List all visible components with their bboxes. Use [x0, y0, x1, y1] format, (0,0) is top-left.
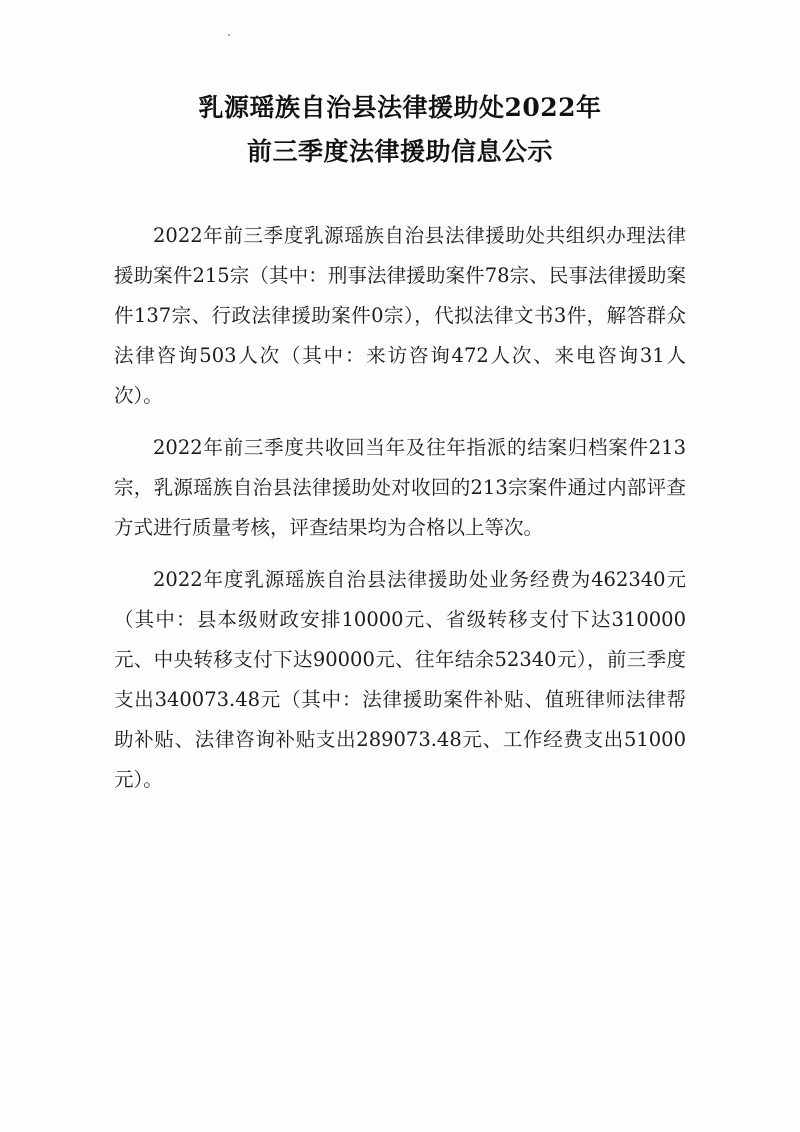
scan-speck — [228, 34, 230, 36]
document-title — [0, 86, 800, 174]
paragraph-quality-review: 2022年前三季度共收回当年及往年指派的结案归档案件213宗，乳源瑶族自治县法律援助处对收回的213宗案件通过内部评查方式进行质量考核，评查结果均为合格以上等次。 — [114, 436, 686, 539]
title-line-2: 前三季度法律援助信息公示 — [246, 137, 553, 166]
paragraph-funding: 2022年度乳源瑶族自治县法律援助处业务经费为462340元（其中：县本级财政安排10000元、省级转移支付下达310000元、中央转移支付下达90000元、往年结余52340元），前三季度支出340073.48元（其中：法律援助案件补贴、值班律师法律帮助补贴、法律咨询补贴支出289073.48元、工作经费支出51000元）。 — [114, 568, 686, 791]
document-body — [114, 216, 686, 812]
title-line-1: 乳源瑶族自治县法律援助处2022年 — [198, 93, 602, 122]
paragraph-case-statistics: 2022年前三季度乳源瑶族自治县法律援助处共组织办理法律援助案件215宗（其中：刑事法律援助案件78宗、民事法律援助案件137宗、行政法律援助案件0宗），代拟法律文书3件，解答群众法律咨询503人次（其中：来访咨询472人次、来电咨询31人次）。 — [114, 224, 686, 407]
